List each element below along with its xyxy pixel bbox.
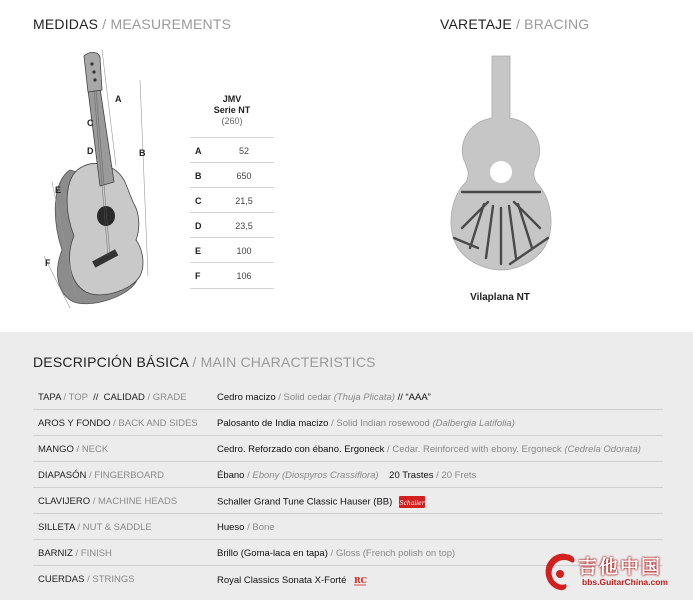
row-label: SILLETA / NUT & SADDLE — [38, 522, 152, 533]
row-label: CUERDAS / STRINGS — [38, 574, 135, 585]
measure-row: E 100 — [190, 237, 274, 263]
measure-row: F 106 — [190, 262, 274, 289]
measurements-title: MEDIDAS / MEASUREMENTS — [33, 16, 232, 32]
guitar-logo-icon — [540, 550, 580, 594]
row-label: DIAPASÓN / FINGERBOARD — [38, 470, 164, 481]
dim-label-b: B — [139, 148, 146, 158]
row-value: Royal Classics Sonata X-Forté RC — [217, 575, 367, 587]
schaller-logo-icon — [399, 496, 425, 508]
dim-label-c: C — [87, 118, 94, 128]
measure-row: A 52 — [190, 137, 274, 163]
characteristic-row-neck — [33, 436, 663, 462]
row-label: MANGO / NECK — [38, 444, 109, 455]
measure-table-header: JMV Serie NT (260) — [213, 94, 251, 126]
row-value: Ébano / Ebony (Diospyros Crassiflora) 20 Trastes / 20 Frets — [217, 470, 477, 481]
row-value: Cedro. Reforzado con ébano. Ergoneck / Cedar. Reinforced with ebony. Ergoneck (Cedrela Odorata) — [217, 444, 641, 455]
dim-label-a: A — [115, 94, 122, 104]
row-value: Palosanto de India macizo / Solid Indian rosewood (Dalbergia Latifolia) — [217, 418, 515, 429]
bracing-name: Vilaplana NT — [470, 292, 530, 303]
row-label: AROS Y FONDO / BACK AND SIDES — [38, 418, 198, 429]
royal-classics-logo-icon — [353, 574, 367, 587]
row-value: Cedro macizo / Solid cedar (Thuja Plicata) // “AAA” — [217, 392, 431, 403]
characteristic-row-machine-heads — [33, 488, 663, 514]
dim-label-d: D — [87, 146, 94, 156]
characteristics-title: DESCRIPCIÓN BÁSICA / MAIN CHARACTERISTICS — [33, 354, 376, 370]
dim-label-e: E — [55, 185, 62, 195]
row-label: BARNIZ / FINISH — [38, 548, 112, 559]
bracing-diagram — [438, 52, 564, 274]
row-value: Schaller Grand Tune Classic Hauser (BB) Schaller — [217, 496, 425, 508]
svg-text:Schaller: Schaller — [399, 500, 425, 507]
characteristic-row-top — [33, 384, 663, 410]
watermark: 吉他中国 bbs.GuitarChina.com — [540, 548, 690, 598]
characteristic-row-nut-saddle — [33, 514, 663, 540]
row-label: TAPA / TOP // CALIDAD / GRADE — [38, 392, 187, 403]
characteristic-row-back-sides — [33, 410, 663, 436]
row-value: Hueso / Bone — [217, 522, 275, 533]
row-value: Brillo (Goma-laca en tapa) / Gloss (French polish on top) — [217, 548, 456, 559]
dim-label-f: F — [45, 258, 51, 268]
measure-row: D 23,5 — [190, 212, 274, 238]
svg-text:RC: RC — [354, 575, 367, 585]
guitar-dimension-illustration — [40, 50, 160, 310]
bracing-title: VARETAJE / BRACING — [440, 16, 590, 32]
row-label: CLAVIJERO / MACHINE HEADS — [38, 496, 178, 507]
measure-row: B 650 — [190, 162, 274, 188]
characteristic-row-fingerboard — [33, 462, 663, 488]
measure-row: C 21,5 — [190, 187, 274, 213]
